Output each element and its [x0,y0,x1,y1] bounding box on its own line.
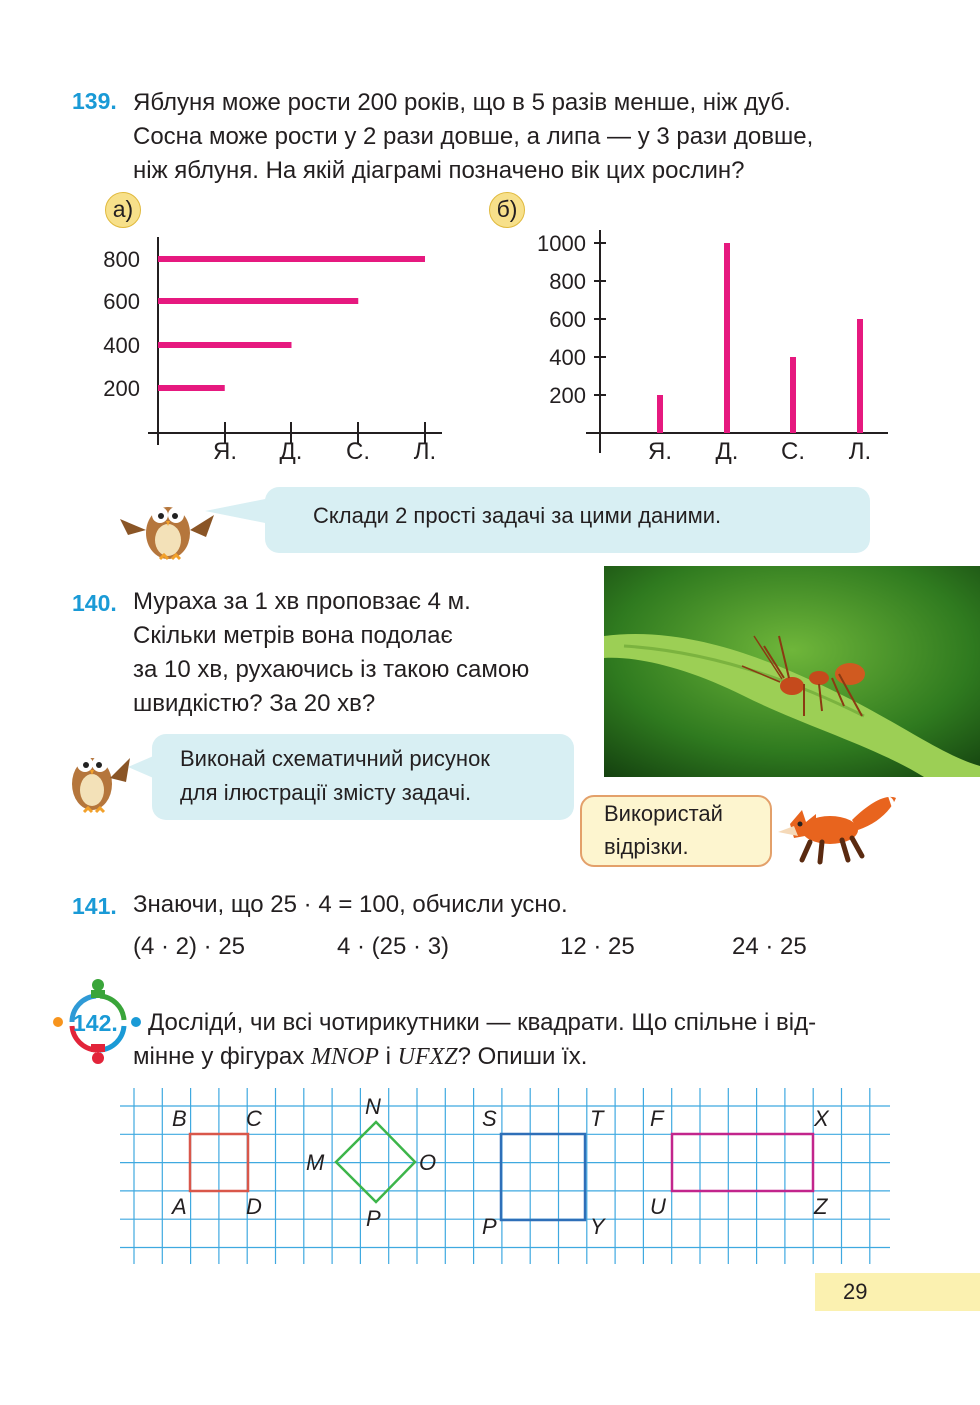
expression: (4 · 2) · 25 [133,933,246,960]
vertex-label: U [650,1194,666,1219]
problem-141-text: Знаючи, що 25 · 4 = 100, обчисли усно. [133,891,568,918]
chart-a-y-tick-label: 200 [103,376,140,401]
expression: 24 · 25 [732,933,807,960]
problem-140-text [133,585,529,721]
fox-tip-bubble [580,795,772,867]
owl-tip-text: Склади 2 прості задачі за цими даними. [313,503,722,528]
problem-142-number: 142. [73,1010,118,1036]
vertex-label: M [306,1150,325,1175]
chart-b-x-tick-label: С. [781,438,805,465]
fox-tip-line: відрізки. [604,834,689,859]
page-number-tab [815,1273,980,1311]
square-spty [501,1134,585,1220]
problem-139-line: Яблуня може рости 200 років, що в 5 разів менше, ніж дуб. [133,89,791,116]
problem-142-line: Досліди́, чи всі чотирикутники — квадрати. Що спільне і від- [148,1009,817,1036]
vertex-label: D [246,1194,262,1219]
figure-name: UFXZ [397,1044,458,1070]
problem-140-line: за 10 хв, рухаючись із такою самою [133,656,530,683]
chart-a-y-tick-label: 400 [103,333,140,358]
chart-b-y-tick-label: 400 [549,345,586,370]
problem-142-line [133,1040,587,1074]
vertex-label: T [590,1106,604,1131]
chart-b-x-tick-label: Я. [648,438,672,465]
problem-141-number: 141. [72,893,117,919]
problem-140-line: Мураха за 1 хв проповзає 4 м. [133,588,471,615]
vertex-label: A [172,1194,187,1219]
vertex-label: B [172,1106,187,1131]
chart-b-y-tick-label: 600 [549,307,586,332]
ant-photo [604,566,980,777]
vertex-label: P [482,1214,497,1239]
problem-139-text [133,86,893,188]
schematic-tip-text [180,742,490,810]
chart-b-x-tick-label: Д. [715,438,739,465]
vertex-label: O [419,1150,437,1175]
vertex-label: C [246,1106,262,1131]
chart-b-y-tick-label: 200 [549,383,586,408]
expression: 4 · (25 · 3) [337,933,450,960]
vertex-label: X [814,1106,829,1131]
chart-a-x-tick-label: Л. [413,438,437,465]
problem-142-text: і [378,1043,398,1070]
chart-b-x-tick-label: Л. [848,438,872,465]
schematic-tip-bubble [152,734,574,820]
problem-140-line: Скільки метрів вона подолає [133,622,453,649]
chart-b-y-tick-label: 1000 [537,231,586,256]
chart-a-y-tick-label: 600 [103,289,140,314]
chart-b-y-tick-label: 800 [549,269,586,294]
chart-a-y-tick-label: 800 [103,247,140,272]
owl-tip-bubble [265,487,870,553]
chart-a-x-tick-label: Д. [279,438,303,465]
fox-tip-line: Використай [604,801,723,826]
vertex-label: Z [814,1194,828,1219]
problem-139-number: 139. [72,88,117,114]
schematic-tip-line: Виконай схематичний рисунок [180,746,490,771]
diagram-a-label: а) [105,192,141,228]
figure-name: MNOP [310,1044,379,1070]
problem-139-line: Сосна може рости у 2 рази довше, а липа — у 3 рази довше, [133,123,814,150]
schematic-tip-line: для ілюстрації змісту задачі. [180,780,472,805]
page-number: 29 [843,1279,868,1304]
vertex-label: Y [590,1214,605,1239]
problem-142-text: ? Опиши їх. [457,1043,588,1070]
chart-b [520,225,900,475]
vertex-label: S [482,1106,497,1131]
vertex-label: F [650,1106,664,1131]
fox-icon [772,790,898,866]
problem-139-line: ніж яблуня. На якій діаграмі позначено вік цих рослин? [133,157,745,184]
owl-icon [54,738,134,818]
owl-icon [116,485,216,565]
chart-a-x-tick-label: С. [346,438,370,465]
expression: 12 · 25 [560,933,635,960]
diagram-b-label: б) [489,192,525,228]
problem-140-number: 140. [72,590,117,616]
vertex-label: N [365,1094,381,1119]
vertex-label: P [366,1206,381,1231]
problem-142-text: мінне у фігурах [133,1043,311,1070]
fox-tip-text [604,797,723,863]
chart-a [80,225,460,475]
quadrilateral-grid [120,1088,900,1268]
chart-a-x-tick-label: Я. [213,438,237,465]
problem-140-line: швидкістю? За 20 хв? [133,690,376,717]
